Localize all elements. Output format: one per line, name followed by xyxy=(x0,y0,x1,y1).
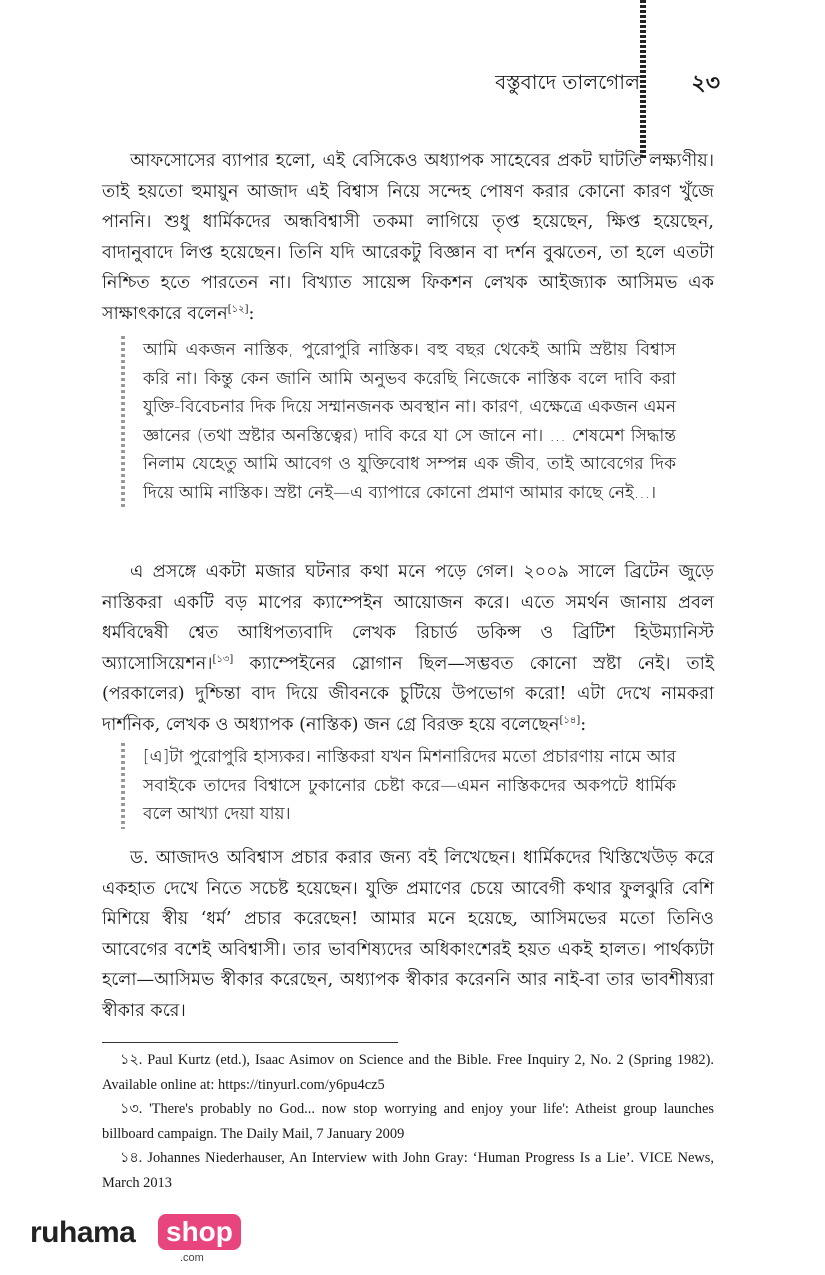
quote-text: [এ]টা পুরোপুরি হাস্যকর। নাস্তিকরা যখন মিশনারিদের মতো প্রচারণায় নামে আর সবাইকে তাদের বিশ্বাসে ঢুকানোর চেষ্টা করে—এমন নাস্তিকদের অকপটে ধার্মিক বলে আখ্যা দেয়া যায়। xyxy=(143,747,676,824)
header-divider xyxy=(640,0,646,160)
footnotes xyxy=(102,1048,714,1195)
paragraph-text: এ প্রসঙ্গে একটা মজার ঘটনার কথা মনে পড়ে গেল। ২০০৯ সালে ব্রিটেন জুড়ে নাস্তিকরা একটি বড় মাপের ক্যাম্পেইন আয়োজন করে। এতে সমর্থন জানায় প্রবল ধর্মবিদ্বেষী শ্বেত আধিপত্যবাদি লেখক রিচার্ড ডকিন্স ও ব্রিটিশ হিউম্যানিস্ট অ্যাসোসিয়েশন। xyxy=(102,562,714,674)
paragraph-3-block xyxy=(102,843,714,1026)
footnote xyxy=(102,1048,714,1097)
paragraph: এ প্রসঙ্গে একটা মজার ঘটনার কথা মনে পড়ে গেল। ২০০৯ সালে ব্রিটেন জুড়ে নাস্তিকরা একটি বড় মাপের ক্যাম্পেইন আয়োজন করে। এতে সমর্থন জানায় প্রবল ধর্মবিদ্বেষী শ্বেত আধিপত্যবাদি লেখক রিচার্ড ডকিন্স ও ব্রিটিশ হিউম্যানিস্ট অ্যাসোসিয়েশন।[১৩] ক্যাম্পেইনের স্লোগান ছিল—সম্ভবত কোনো স্রষ্টা নেই। তাই (পরকালের) দুশ্চিন্তা বাদ দিয়ে জীবনকে চুটিয়ে উপভোগ করো! এটা দেখে নামকরা দার্শনিক, লেখক ও অধ্যাপক (নাস্তিক) জন গ্রে বিরক্ত হয়ে বলেছেন[১৪]: xyxy=(102,562,714,735)
footnote-text: ১৩. 'There's probably no God... now stop worrying and enjoy your life': Atheist group launches billboard campaign. The Daily Mail, 7 January 2009 xyxy=(102,1101,714,1142)
footnote-ref: [১৩] xyxy=(212,653,234,665)
blockquote xyxy=(116,743,676,829)
paragraph-text: আফসোসের ব্যাপার হলো, এই বেসিকেও অধ্যাপক সাহেবের প্রকট ঘাটতি লক্ষ্যণীয়। তাই হয়তো হুমায়ুন আজাদ এই বিশ্বাস নিয়ে সন্দেহ পোষণ করার কোনো কারণ খুঁজে পাননি। শুধু ধার্মিকদের অন্ধবিশ্বাসী তকমা লাগিয়ে তৃপ্ত হয়েছেন, ক্ষিপ্ত হয়েছেন, বাদানুবাদে লিপ্ত হয়েছেন। তিনি যদি আরেকটু বিজ্ঞান বা দর্শন বুঝতেন, তা হলে এতটা নিশ্চিত হতে পারতেন না। বিখ্যাত সায়েন্স ফিকশন লেখক আইজ্যাক আসিমভ এক সাক্ষাৎকারে বলেন xyxy=(102,151,714,324)
paragraph-1-block xyxy=(102,146,714,329)
footnote-divider xyxy=(102,1042,398,1043)
quote-text: আমি একজন নাস্তিক, পুরোপুরি নাস্তিক। বহু বছর থেকেই আমি স্রষ্টায় বিশ্বাস করি না। কিন্তু কেন জানি আমি অনুভব করেছি নিজেকে নাস্তিক বলে দাবি করা যুক্তি-বিবেচনার দিক দিয়ে সম্মানজনক অবস্থান না। কারণ, এক্ষেত্রে একজন এমন জ্ঞানের (তথা স্রষ্টার অনস্তিত্বের) দাবি করে যা সে জানে না। ... শেষমেশ সিদ্ধান্ত নিলাম যেহেতু আমি আবেগ ও যুক্তিবোধ সম্পন্ন এক জীব, তাই আবেগের দিক দিয়ে আমি নাস্তিক। স্রষ্টা নেই—এ ব্যাপারে কোনো প্রমাণ আমার কাছে নেই...। xyxy=(143,340,676,503)
paragraph-2-block xyxy=(102,557,714,740)
ruhamashop-logo[interactable] xyxy=(30,1212,233,1264)
paragraph: আফসোসের ব্যাপার হলো, এই বেসিকেও অধ্যাপক সাহেবের প্রকট ঘাটতি লক্ষ্যণীয়। তাই হয়তো হুমায়ুন আজাদ এই বিশ্বাস নিয়ে সন্দেহ পোষণ করার কোনো কারণ খুঁজে পাননি। শুধু ধার্মিকদের অন্ধবিশ্বাসী তকমা লাগিয়ে তৃপ্ত হয়েছেন, ক্ষিপ্ত হয়েছেন, বাদানুবাদে লিপ্ত হয়েছেন। তিনি যদি আরেকটু বিজ্ঞান বা দর্শন বুঝতেন, তা হলে এতটা নিশ্চিত হতে পারতেন না। বিখ্যাত সায়েন্স ফিকশন লেখক আইজ্যাক আসিমভ এক সাক্ষাৎকারে বলেন[১২]: xyxy=(102,151,714,324)
paragraph: ড. আজাদও অবিশ্বাস প্রচার করার জন্য বই লিখেছেন। ধার্মিকদের খিস্তিখেউড় করে একহাত দেখে নিতে সচেষ্ট হয়েছেন। যুক্তি প্রমাণের চেয়ে আবেগী কথার ফুলঝুরি বেশি মিশিয়ে স্বীয় ‘ধর্ম’ প্রচার করেছেন! আমার মনে হয়েছে, আসিমভের মতো তিনিও আবেগের বশেই অবিশ্বাসী। তার ভাবশিষ্যদের অধিকাংশেরই হয়ত একই হালত। পার্থক্যটা হলো—আসিমভ স্বীকার করেছেন, অধ্যাপক স্বীকার করেননি আর নাই-বা তার ভাবশীষ্যরা স্বীকার করে। xyxy=(102,848,714,1021)
footnote xyxy=(102,1146,714,1195)
footnote-ref: [১২] xyxy=(227,303,249,315)
chapter-title: বস্তুবাদে তালগোল xyxy=(495,70,640,94)
footnote-text: ১৪. Johannes Niederhauser, An Interview with John Gray: ‘Human Progress Is a Lie’. VICE News, March 2013 xyxy=(102,1150,714,1191)
logo-domain: .com xyxy=(180,1252,204,1264)
logo-badge: shop xyxy=(158,1214,241,1250)
footnote-text: ১২. Paul Kurtz (etd.), Isaac Asimov on Science and the Bible. Free Inquiry 2, No. 2 (Spring 1982). Available online at: https://tinyurl.com/y6pu4cz5 xyxy=(102,1052,714,1093)
footnote-ref: [১৪] xyxy=(559,714,581,726)
page-number: ২৩ xyxy=(691,70,720,96)
logo-text: ruhama xyxy=(30,1216,136,1249)
footnote xyxy=(102,1097,714,1146)
paragraph-text: ক্যাম্পেইনের স্লোগান ছিল—সম্ভবত কোনো স্রষ্টা নেই। তাই (পরকালের) দুশ্চিন্তা বাদ দিয়ে জীবনকে চুটিয়ে উপভোগ করো! এটা দেখে নামকরা দার্শনিক, লেখক ও অধ্যাপক (নাস্তিক) জন গ্রে বিরক্ত হয়ে বলেছেন xyxy=(102,653,714,735)
blockquote xyxy=(116,336,676,507)
page-header xyxy=(470,60,730,104)
